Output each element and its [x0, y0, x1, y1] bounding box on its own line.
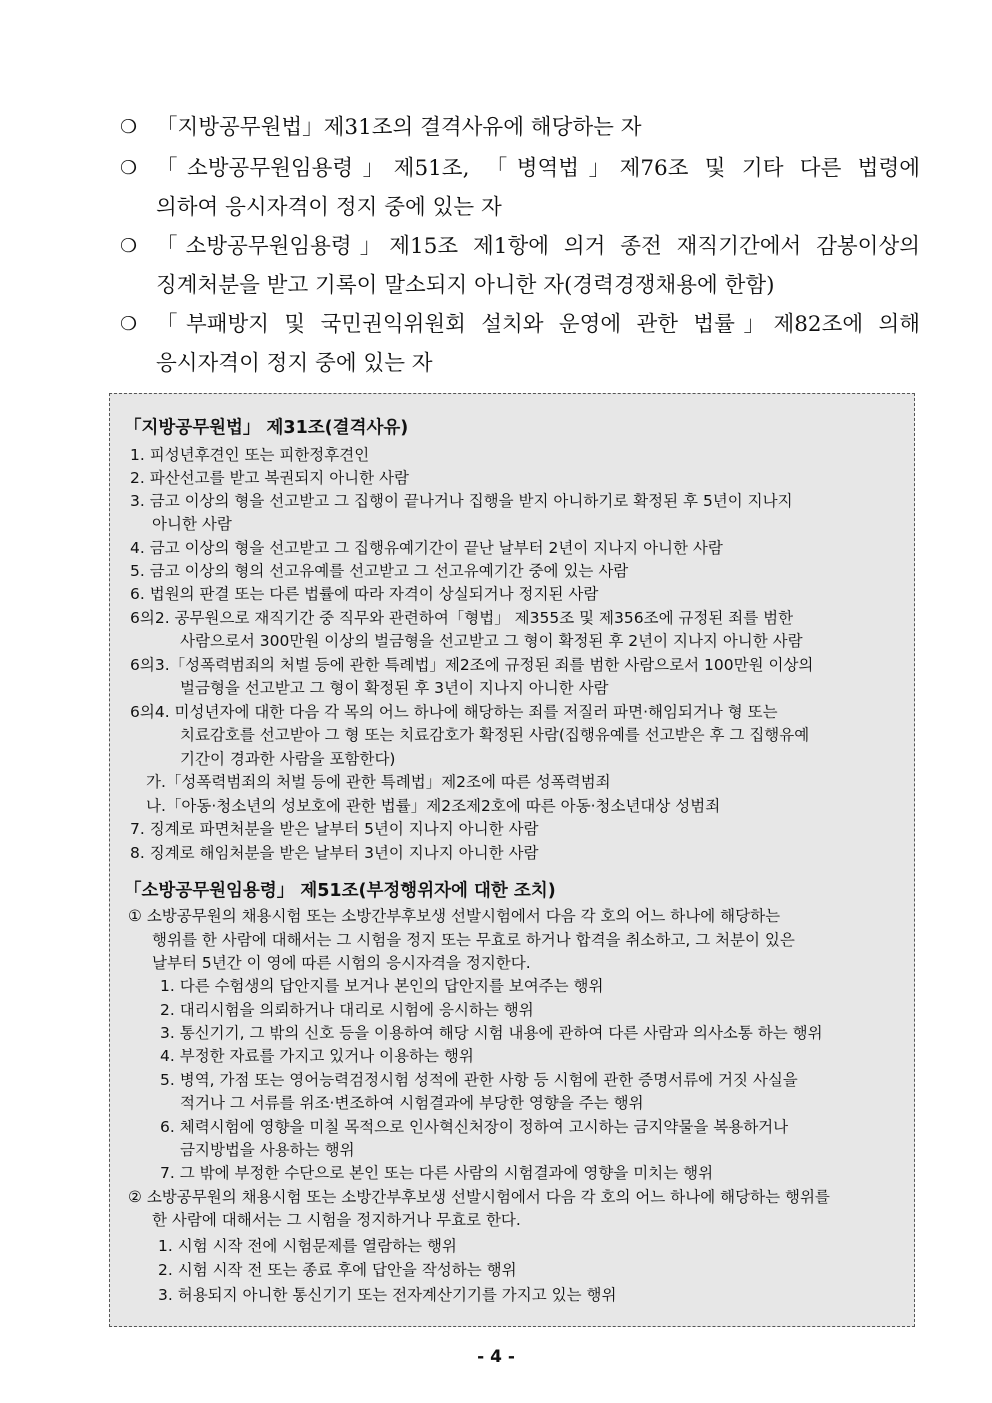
section-heading-fire-officials-appointment-decree: 「소방공무원임용령」 제51조(부정행위자에 대한 조치)	[124, 881, 556, 901]
bullet-line: 「소방공무원임용령」제51조, 「병역법」제76조 및 기타 다른 법령에	[156, 156, 920, 181]
section1-line: 치료감호를 선고받아 그 형 또는 치료감호가 확정된 사람(집행유예를 선고받은 후 그 집행유예	[180, 726, 810, 744]
section1-line: 8. 징계로 해임처분을 받은 날부터 3년이 지나지 아니한 사람	[130, 844, 539, 862]
section2-line: 3. 통신기기, 그 밖의 신호 등을 이용하여 해당 시험 내용에 관하여 다른 사람과 의사소통 하는 행위	[160, 1024, 823, 1042]
page-number: - 4 -	[477, 1347, 515, 1367]
bullet-line: 「지방공무원법」제31조의 결격사유에 해당하는 자	[156, 115, 642, 140]
bullet-text	[156, 108, 920, 147]
section2-line: 한 사람에 대해서는 그 시험을 정지하거나 무효로 한다.	[152, 1211, 521, 1229]
bullet-item-3	[120, 227, 920, 305]
section2-line: 2. 시험 시작 전 또는 종료 후에 답안을 작성하는 행위	[158, 1261, 517, 1279]
section1-line: 6의3.「성폭력범죄의 처벌 등에 관한 특례법」제2조에 규정된 죄를 범한 사람으로서 100만원 이상의	[130, 656, 814, 674]
bullet-text	[156, 149, 920, 227]
section2-line: 2. 대리시험을 의뢰하거나 대리로 시험에 응시하는 행위	[160, 1001, 534, 1019]
bullet-line: 「소방공무원임용령」제15조 제1항에 의거 종전 재직기간에서 감봉이상의	[156, 234, 920, 259]
bullet-item-2	[120, 149, 920, 227]
circle-bullet-icon: ❍	[120, 313, 138, 335]
section2-line: 7. 그 밖에 부정한 수단으로 본인 또는 다른 사람의 시험결과에 영향을 미치는 행위	[160, 1164, 714, 1182]
section1-line: 아니한 사람	[152, 515, 232, 533]
section1-line: 6. 법원의 판결 또는 다른 법률에 따라 자격이 상실되거나 정지된 사람	[130, 585, 599, 603]
section1-line: 4. 금고 이상의 형을 선고받고 그 집행유예기간이 끝난 날부터 2년이 지나지 아니한 사람	[130, 539, 723, 557]
section2-line: 6. 체력시험에 영향을 미칠 목적으로 인사혁신처장이 정하여 고시하는 금지약물을 복용하거나	[160, 1118, 789, 1136]
section2-line: 날부터 5년간 이 영에 따른 시험의 응시자격을 정지한다.	[152, 954, 531, 972]
bullet-text	[156, 305, 920, 383]
section1-line: 3. 금고 이상의 형을 선고받고 그 집행이 끝나거나 집행을 받지 아니하기로 확정된 후 5년이 지나지	[130, 492, 793, 510]
section2-line: 금지방법을 사용하는 행위	[180, 1141, 355, 1159]
section1-line: 사람으로서 300만원 이상의 벌금형을 선고받고 그 형이 확정된 후 2년이 지나지 아니한 사람	[180, 632, 803, 650]
section1-line: 7. 징계로 파면처분을 받은 날부터 5년이 지나지 아니한 사람	[130, 820, 539, 838]
circle-bullet-icon: ❍	[120, 157, 138, 179]
circle-bullet-icon: ❍	[120, 235, 138, 257]
section1-line: 벌금형을 선고받고 그 형이 확정된 후 3년이 지나지 아니한 사람	[180, 679, 609, 697]
section1-line: 6의4. 미성년자에 대한 다음 각 목의 어느 하나에 해당하는 죄를 저질러 파면·해임되거나 형 또는	[130, 703, 778, 721]
section1-line: 나.「아동·청소년의 성보호에 관한 법률」제2조제2호에 따른 아동·청소년대상 성범죄	[146, 797, 721, 815]
section1-line: 1. 피성년후견인 또는 피한정후견인	[130, 446, 370, 464]
section2-line: 적거나 그 서류를 위조·변조하여 시험결과에 부당한 영향을 주는 행위	[180, 1094, 644, 1112]
section1-line: 6의2. 공무원으로 재직기간 중 직무와 관련하여「형법」 제355조 및 제356조에 규정된 죄를 범한	[130, 609, 794, 627]
section2-line: 5. 병역, 가점 또는 영어능력검정시험 성적에 관한 사항 등 시험에 관한 증명서류에 거짓 사실을	[160, 1071, 798, 1089]
bullet-line: 징계처분을 받고 기록이 말소되지 아니한 자(경력경쟁채용에 한함)	[156, 273, 775, 298]
section2-line: 4. 부정한 자료를 가지고 있거나 이용하는 행위	[160, 1047, 474, 1065]
bullet-text	[156, 227, 920, 305]
section1-line: 가.「성폭력범죄의 처벌 등에 관한 특례법」제2조에 따른 성폭력범죄	[146, 773, 611, 791]
section2-line: 1. 다른 수험생의 답안지를 보거나 본인의 답안지를 보여주는 행위	[160, 977, 604, 995]
section2-line: 1. 시험 시작 전에 시험문제를 열람하는 행위	[158, 1237, 457, 1255]
bullet-line: 「부패방지 및 국민권익위원회 설치와 운영에 관한 법률」제82조에 의해	[156, 312, 920, 337]
section1-line: 기간이 경과한 사람을 포함한다)	[180, 750, 396, 768]
section-heading-local-public-officials-act: 「지방공무원법」 제31조(결격사유)	[124, 418, 409, 438]
bullet-line: 의하여 응시자격이 정지 중에 있는 자	[156, 195, 502, 220]
reference-box	[109, 393, 915, 1327]
circle-bullet-icon: ❍	[120, 116, 138, 138]
bullet-item-4	[120, 305, 920, 383]
section2-line: 3. 허용되지 아니한 통신기기 또는 전자계산기기를 가지고 있는 행위	[158, 1286, 617, 1304]
section1-line: 5. 금고 이상의 형의 선고유예를 선고받고 그 선고유예기간 중에 있는 사람	[130, 562, 629, 580]
section1-line: 2. 파산선고를 받고 복권되지 아니한 사람	[130, 469, 409, 487]
bullet-line: 응시자격이 정지 중에 있는 자	[156, 351, 433, 376]
section2-line: ② 소방공무원의 채용시험 또는 소방간부후보생 선발시험에서 다음 각 호의 어느 하나에 해당하는 행위를	[128, 1188, 830, 1206]
bullet-item-1	[120, 108, 920, 147]
section2-line: ① 소방공무원의 채용시험 또는 소방간부후보생 선발시험에서 다음 각 호의 어느 하나에 해당하는	[128, 907, 781, 925]
section2-line: 행위를 한 사람에 대해서는 그 시험을 정지 또는 무효로 하거나 합격을 취소하고, 그 처분이 있은	[152, 931, 795, 949]
